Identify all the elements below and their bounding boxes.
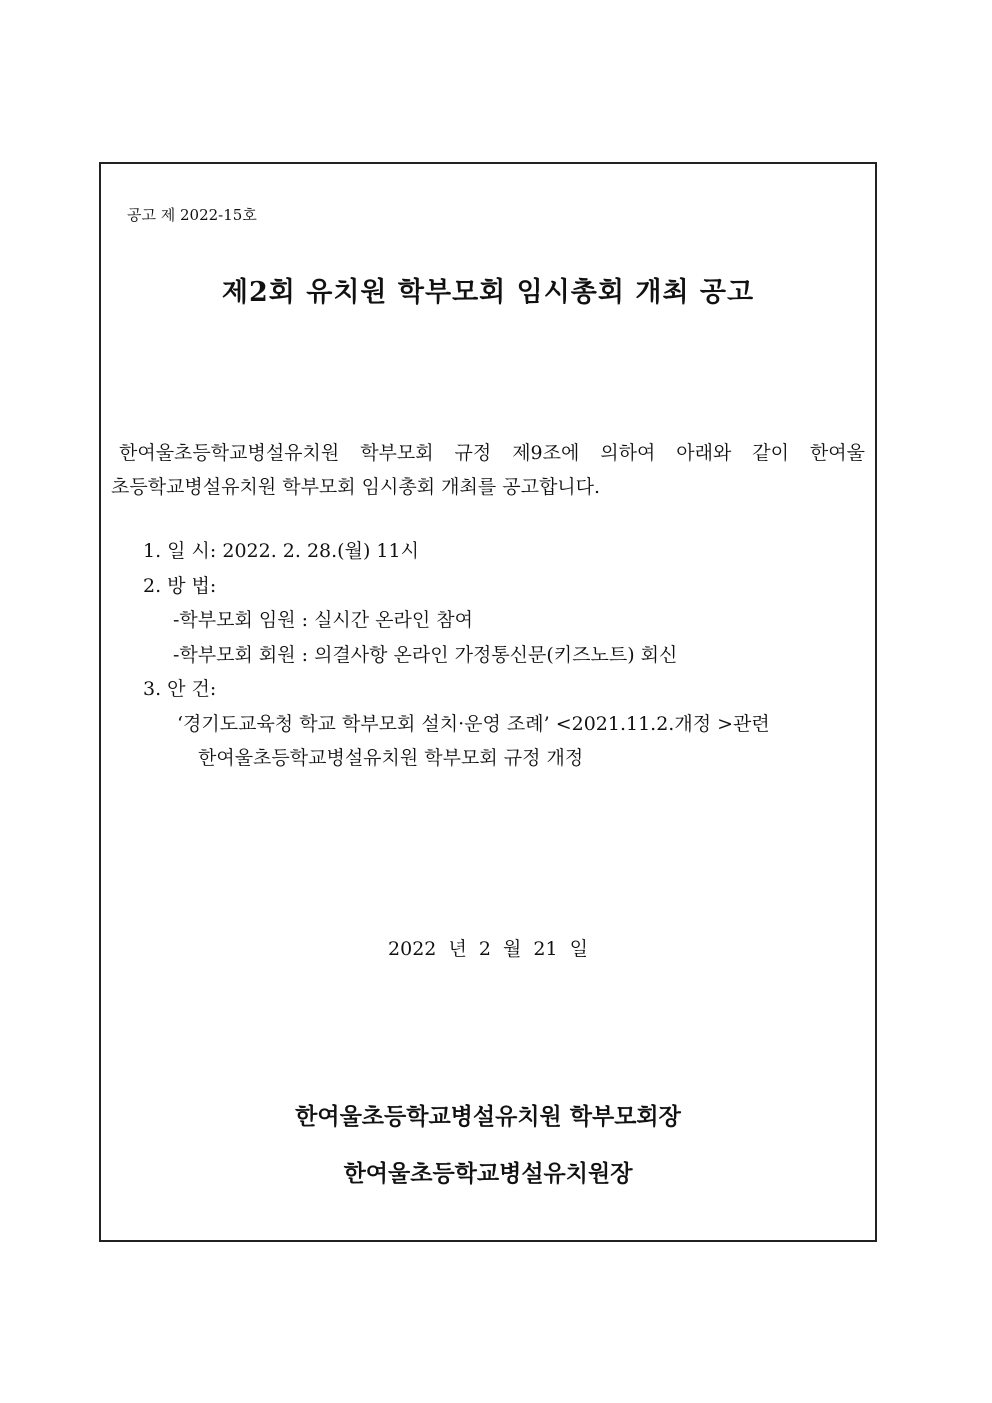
body-line-2: 초등학교병설유치원 학부모회 임시총회 개최를 공고합니다. [111, 476, 601, 498]
list-subitem-ordinance: ‘경기도교육청 학교 학부모회 설치·운영 조례’ <2021.11.2.개정 >관련 [177, 712, 770, 735]
list-subitem-regulation: 한여울초등학교병설유치원 학부모회 규정 개정 [198, 747, 584, 769]
list-item-datetime: 1. 일 시: 2022. 2. 28.(월) 11시 [143, 540, 419, 562]
list-item-method: 2. 방 법: [143, 574, 217, 597]
signer-kindergarten-director: 한여울초등학교병설유치원장 [343, 1160, 633, 1187]
notice-body [111, 436, 865, 504]
body-line-1: 한여울초등학교병설유치원 학부모회 규정 제9조에 의하여 아래와 같이 한여울 [119, 442, 865, 464]
list-item-agenda: 3. 안 건: [143, 678, 217, 700]
page-title: 제2회 유치원 학부모회 임시총회 개최 공고 [221, 277, 755, 308]
list-subitem-officers: -학부모회 임원 : 실시간 온라인 참여 [173, 609, 473, 631]
notice-frame [99, 162, 877, 1242]
notice-date: 2022 년 2 월 21 일 [388, 938, 588, 960]
notice-number: 공고 제 2022-15호 [127, 206, 257, 224]
details-list [143, 534, 770, 776]
list-subitem-members: -학부모회 회원 : 의결사항 온라인 가정통신문(키즈노트) 회신 [173, 643, 678, 666]
signer-parent-president: 한여울초등학교병설유치원 학부모회장 [295, 1103, 681, 1130]
